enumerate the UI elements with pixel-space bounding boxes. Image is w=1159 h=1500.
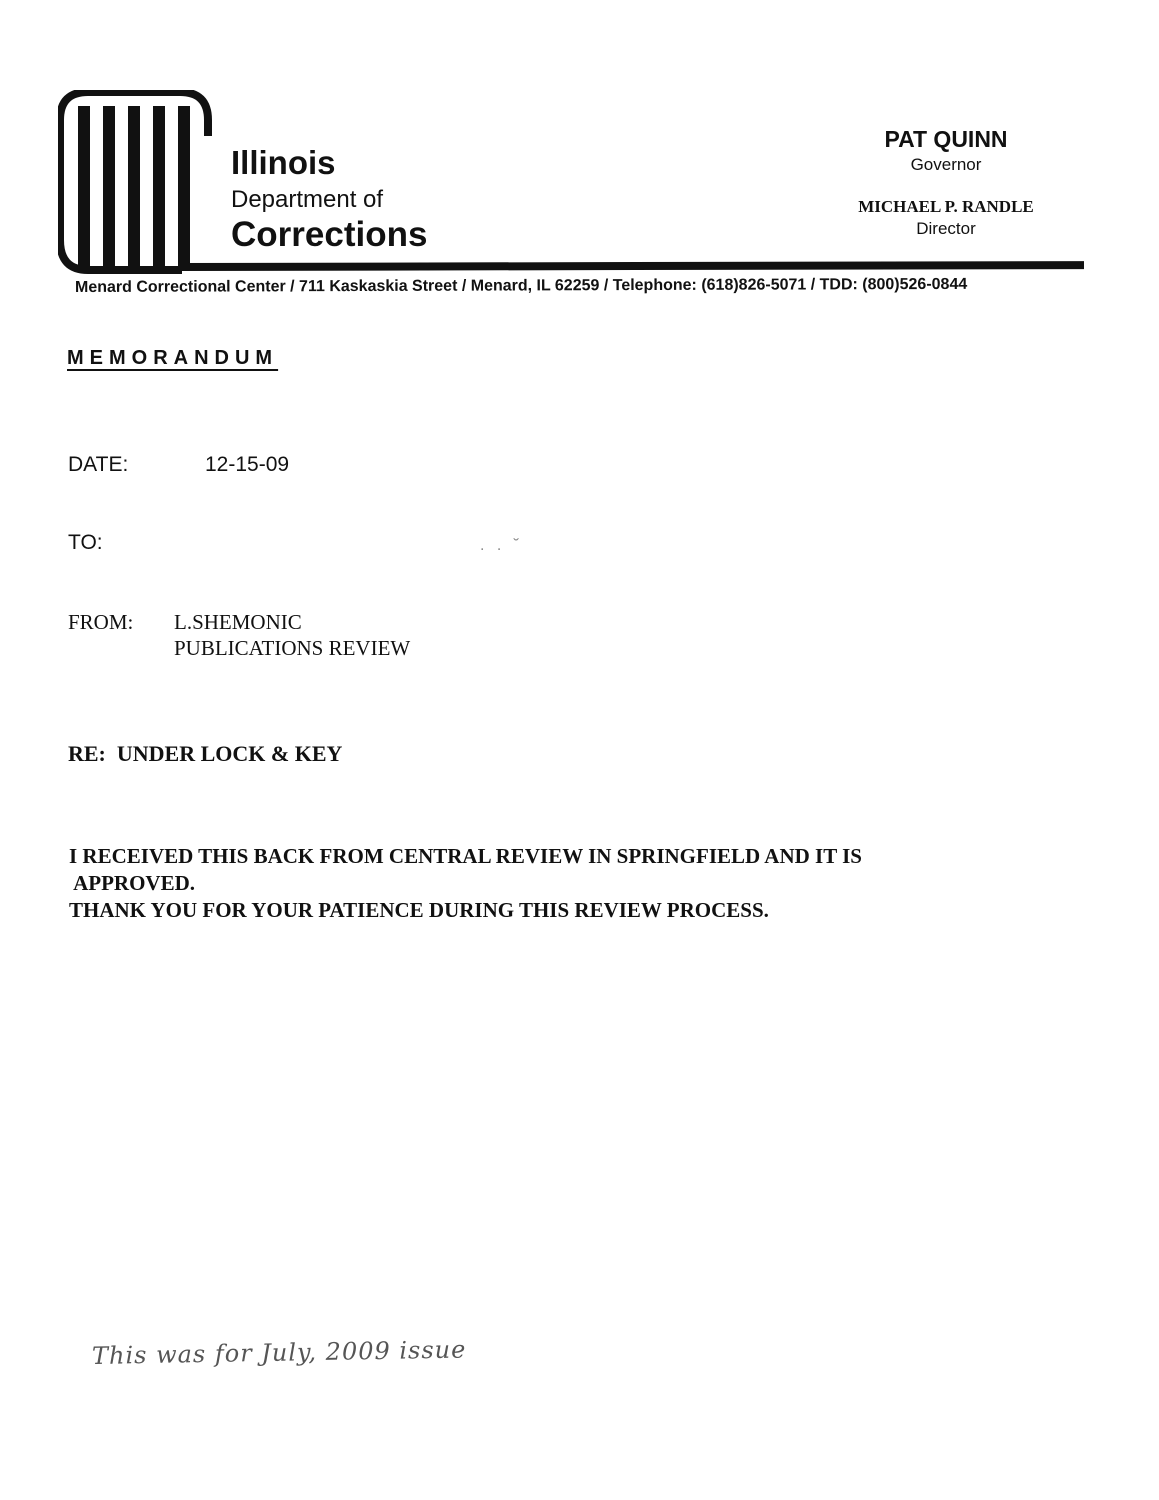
date-label: DATE: [68, 453, 129, 476]
memo-heading: MEMORANDUM [67, 347, 279, 369]
governor-name: PAT QUINN [884, 126, 1008, 152]
agency-state: Illinois [231, 144, 336, 181]
address-line: Menard Correctional Center / 711 Kaskaskia Street / Menard, IL 62259 / Telephone: (618)826-5071 / TDD: (800)526-0844 [74, 275, 968, 296]
memo-message [69, 843, 989, 924]
message-line: APPROVED. [69, 871, 195, 895]
message-line: I RECEIVED THIS BACK FROM CENTRAL REVIEW IN SPRINGFIELD AND IT IS [69, 844, 862, 868]
director-name: MICHAEL P. RANDLE [858, 197, 1034, 216]
idoc-logo-icon [58, 90, 223, 275]
to-label: TO: [68, 531, 103, 554]
governor-title: Governor [910, 155, 982, 174]
handwritten-note: This was for July, 2009 issue [91, 1335, 467, 1370]
from-name: L.SHEMONIC [174, 610, 302, 634]
message-line: THANK YOU FOR YOUR PATIENCE DURING THIS REVIEW PROCESS. [69, 898, 769, 922]
agency-name: Corrections [231, 215, 428, 254]
date-value: 12-15-09 [205, 453, 290, 476]
subject-line: RE: UNDER LOCK & KEY [68, 741, 343, 766]
from-label: FROM: [68, 610, 134, 634]
scan-artifact: . . ˘ [480, 537, 524, 554]
letterhead-divider [180, 261, 1084, 271]
director-title: Director [916, 219, 976, 238]
agency-wordmark [231, 143, 427, 255]
from-department: PUBLICATIONS REVIEW [174, 636, 411, 660]
agency-department: Department of [231, 186, 384, 213]
officials-block [830, 124, 1062, 240]
